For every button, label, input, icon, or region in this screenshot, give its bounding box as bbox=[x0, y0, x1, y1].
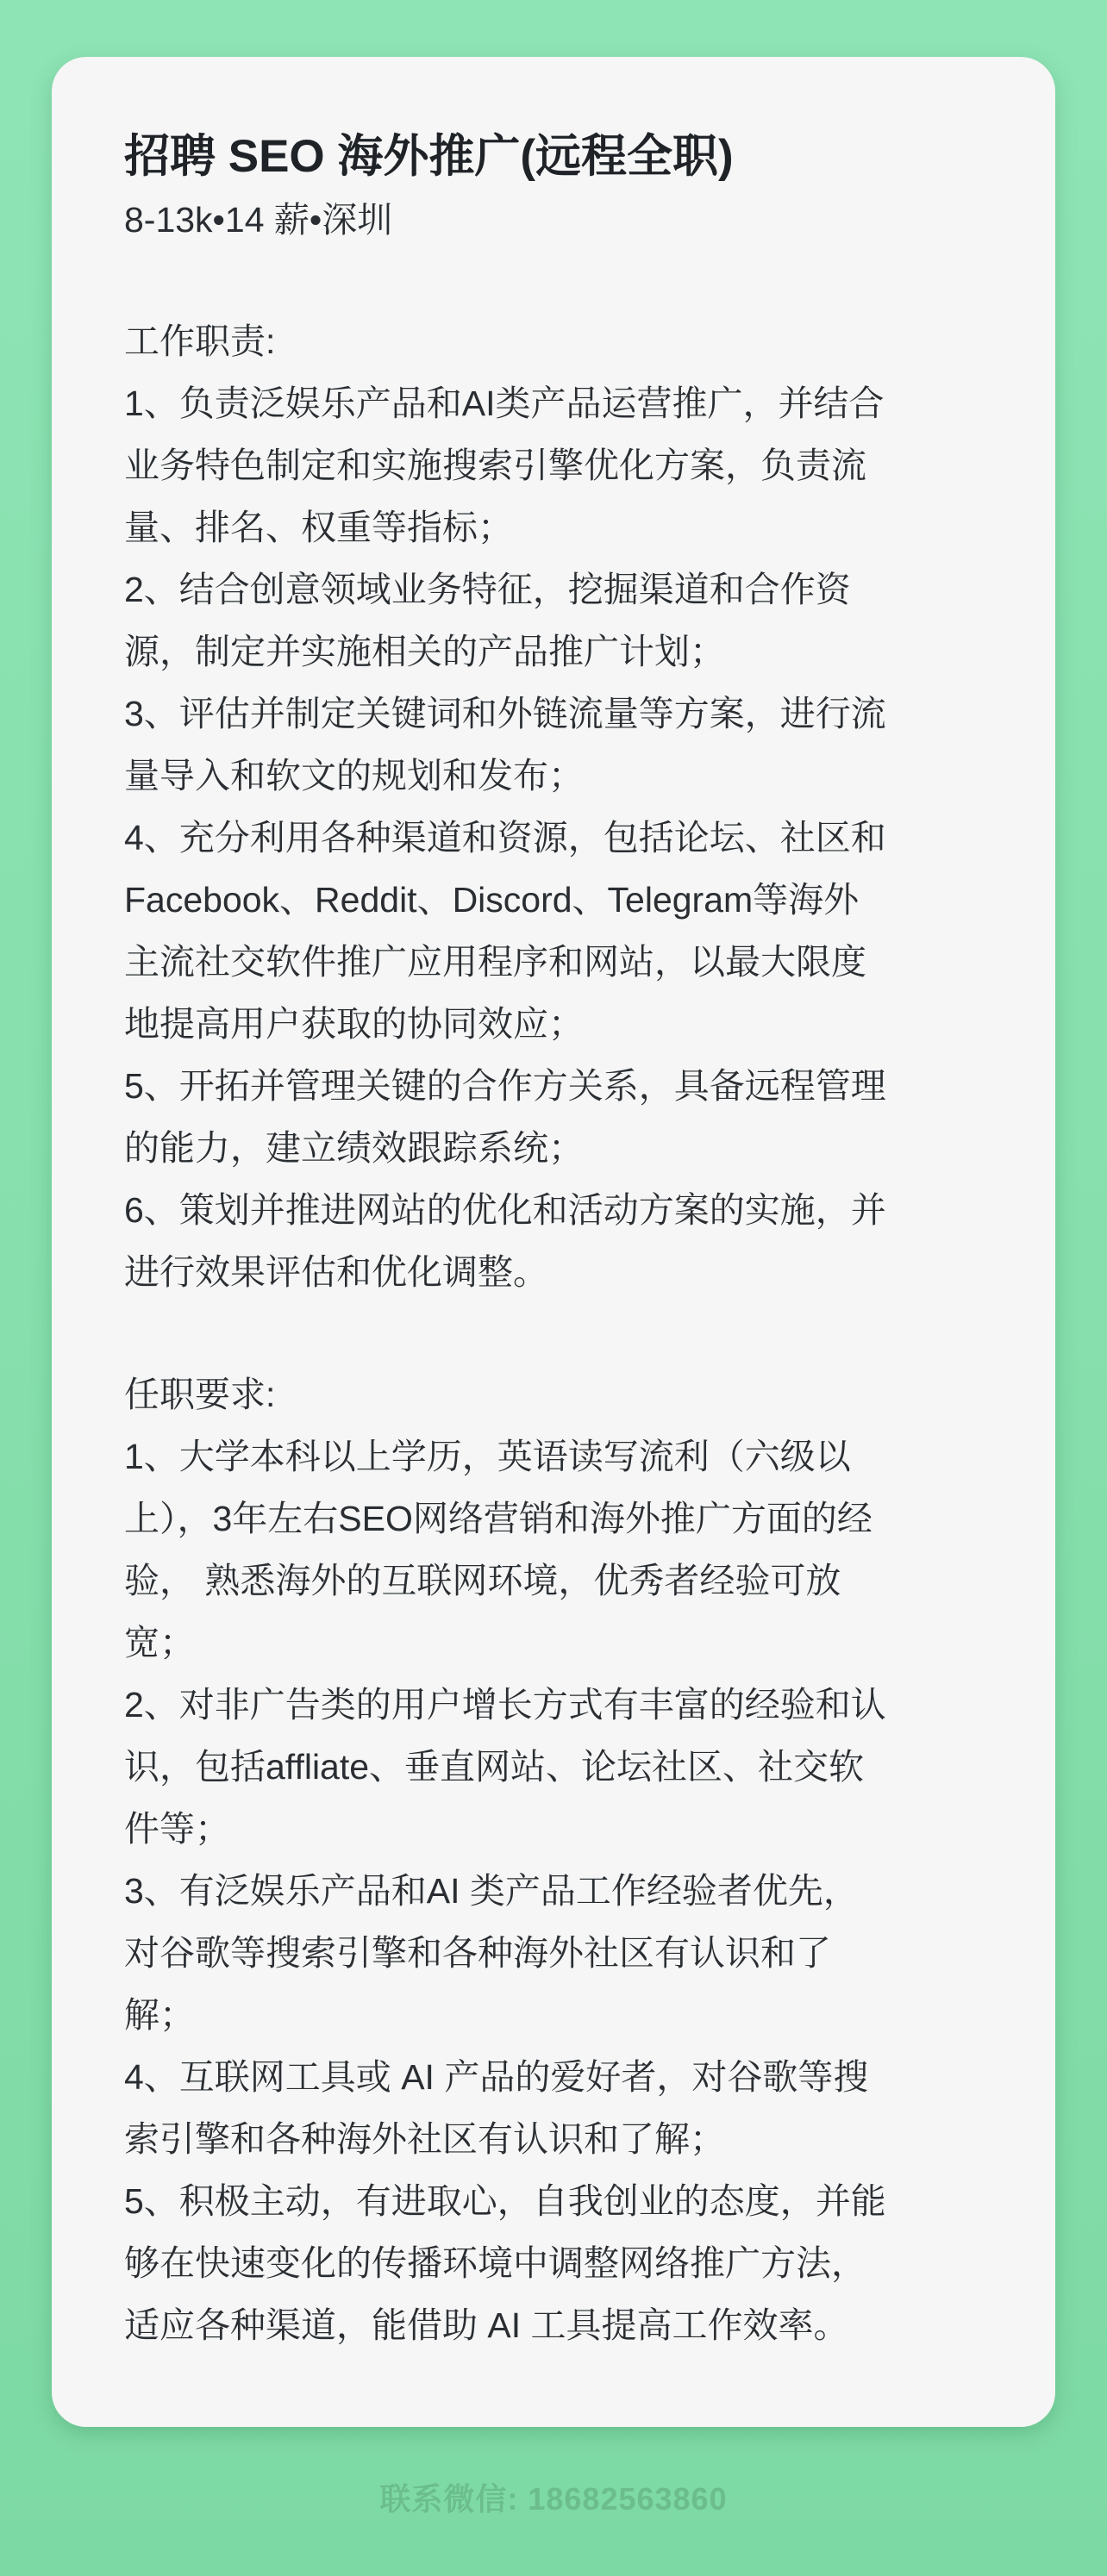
text-line: 对谷歌等搜索引擎和各种海外社区有认识和了 bbox=[124, 1933, 831, 1973]
text-line: 业务特色制定和实施搜索引擎优化方案，负责流 bbox=[124, 446, 866, 485]
responsibilities-list bbox=[124, 372, 985, 1303]
text-line: 宽； bbox=[124, 1623, 195, 1662]
text-line: 件等； bbox=[124, 1809, 230, 1849]
text-line: Facebook、Reddit、Discord、Telegram等海外 bbox=[124, 880, 860, 920]
text-line: 2、结合创意领域业务特征，挖掘渠道和合作资 bbox=[124, 570, 851, 609]
text-line: 识，包括affliate、垂直网站、论坛社区、社交软 bbox=[124, 1747, 865, 1787]
text-line: 源，制定并实施相关的产品推广计划； bbox=[124, 632, 725, 671]
text-line: 够在快速变化的传播环境中调整网络推广方法， bbox=[124, 2243, 866, 2283]
text-line: 的能力，建立绩效跟踪系统； bbox=[124, 1128, 584, 1168]
text-line: 上），3年左右SEO网络营销和海外推广方面的经 bbox=[124, 1499, 872, 1538]
text-line: 4、充分利用各种渠道和资源，包括论坛、社区和 bbox=[124, 818, 886, 858]
text-line: 2、对非广告类的用户增长方式有丰富的经验和认 bbox=[124, 1685, 886, 1725]
job-title: 招聘 SEO 海外推广(远程全职) bbox=[124, 131, 734, 182]
text-line: 进行效果评估和优化调整。 bbox=[124, 1252, 548, 1292]
text-line: 1、大学本科以上学历，英语读写流利（六级以 bbox=[124, 1437, 851, 1476]
requirements-heading: 任职要求: bbox=[124, 1375, 276, 1414]
spacer bbox=[124, 1303, 985, 1363]
text-line: 适应各种渠道，能借助 AI 工具提高工作效率。 bbox=[124, 2305, 849, 2345]
text-line: 验， 熟悉海外的互联网环境，优秀者经验可放 bbox=[124, 1561, 841, 1600]
responsibilities-heading: 工作职责: bbox=[124, 321, 276, 361]
text-line: 3、有泛娱乐产品和AI 类产品工作经验者优先， bbox=[124, 1871, 859, 1911]
text-line: 主流社交软件推广应用程序和网站，以最大限度 bbox=[124, 942, 866, 982]
salary-location: 8-13k•14 薪•深圳 bbox=[124, 200, 393, 240]
text-line: 解； bbox=[124, 1995, 195, 2035]
text-line: 索引擎和各种海外社区有认识和了解； bbox=[124, 2119, 725, 2159]
text-line: 5、开拓并管理关键的合作方关系，具备远程管理 bbox=[124, 1066, 886, 1106]
responsibilities-section bbox=[124, 310, 985, 1303]
text-line: 量、排名、权重等指标； bbox=[124, 508, 513, 547]
job-posting-card bbox=[52, 57, 1055, 2427]
requirements-section bbox=[124, 1363, 985, 2356]
contact-wechat: 联系微信: 18682563860 bbox=[379, 2481, 728, 2517]
text-line: 6、策划并推进网站的优化和活动方案的实施，并 bbox=[124, 1190, 886, 1230]
text-line: 量导入和软文的规划和发布； bbox=[124, 756, 584, 795]
spacer bbox=[124, 250, 985, 310]
text-line: 4、互联网工具或 AI 产品的爱好者，对谷歌等搜 bbox=[124, 2057, 869, 2097]
requirements-list bbox=[124, 1425, 985, 2356]
text-line: 地提高用户获取的协同效应； bbox=[124, 1004, 584, 1044]
text-line: 1、负责泛娱乐产品和AI类产品运营推广，并结合 bbox=[124, 384, 885, 423]
text-line: 3、评估并制定关键词和外链流量等方案，进行流 bbox=[124, 694, 886, 733]
text-line: 5、积极主动，有进取心，自我创业的态度，并能 bbox=[124, 2181, 886, 2221]
